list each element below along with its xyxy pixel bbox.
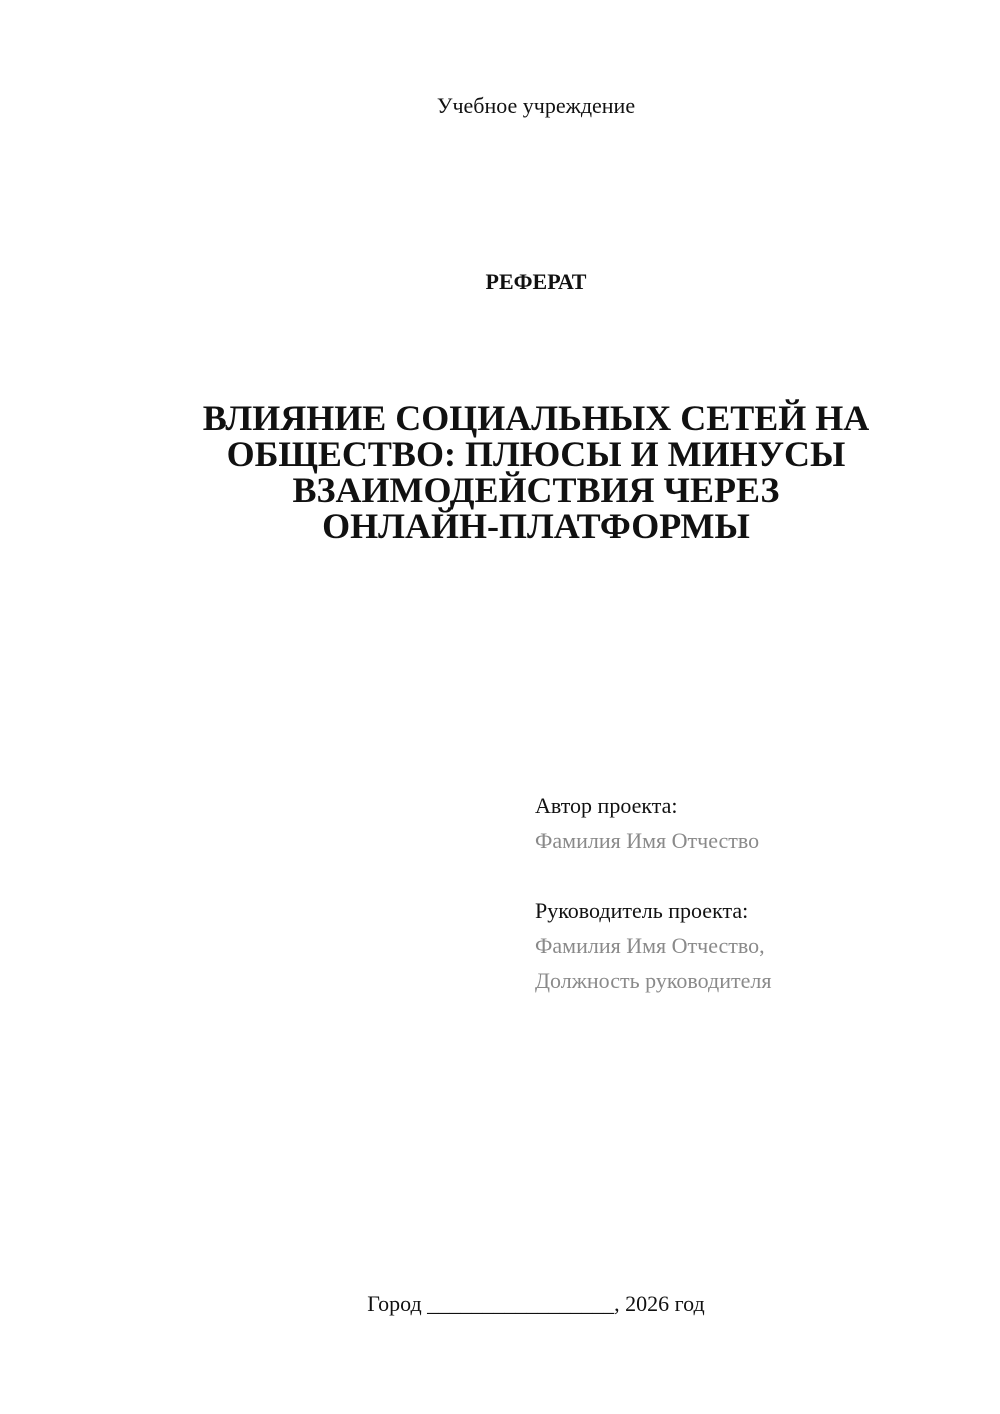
document-type: РЕФЕРАТ: [485, 269, 587, 294]
title-line-4: ОНЛАЙН-ПЛАТФОРМЫ: [322, 506, 750, 546]
credits-block: [535, 788, 975, 998]
author-label: Автор проекта:: [535, 793, 678, 818]
supervisor-name: Фамилия Имя Отчество,: [535, 933, 765, 958]
title-line-3: ВЗАИМОДЕЙСТВИЯ ЧЕРЕЗ: [292, 470, 780, 510]
city-year-line: Город _________________, 2026 год: [367, 1291, 705, 1316]
supervisor-label: Руководитель проекта:: [535, 898, 749, 923]
institution-name: Учебное учреждение: [436, 93, 636, 118]
title-line-1: ВЛИЯНИЕ СОЦИАЛЬНЫХ СЕТЕЙ НА: [202, 398, 870, 438]
title-line-2: ОБЩЕСТВО: ПЛЮСЫ И МИНУСЫ: [226, 434, 846, 474]
supervisor-position: Должность руководителя: [535, 968, 772, 993]
credits-spacer: [535, 858, 975, 893]
author-name: Фамилия Имя Отчество: [535, 828, 760, 853]
document-title: [150, 400, 922, 544]
